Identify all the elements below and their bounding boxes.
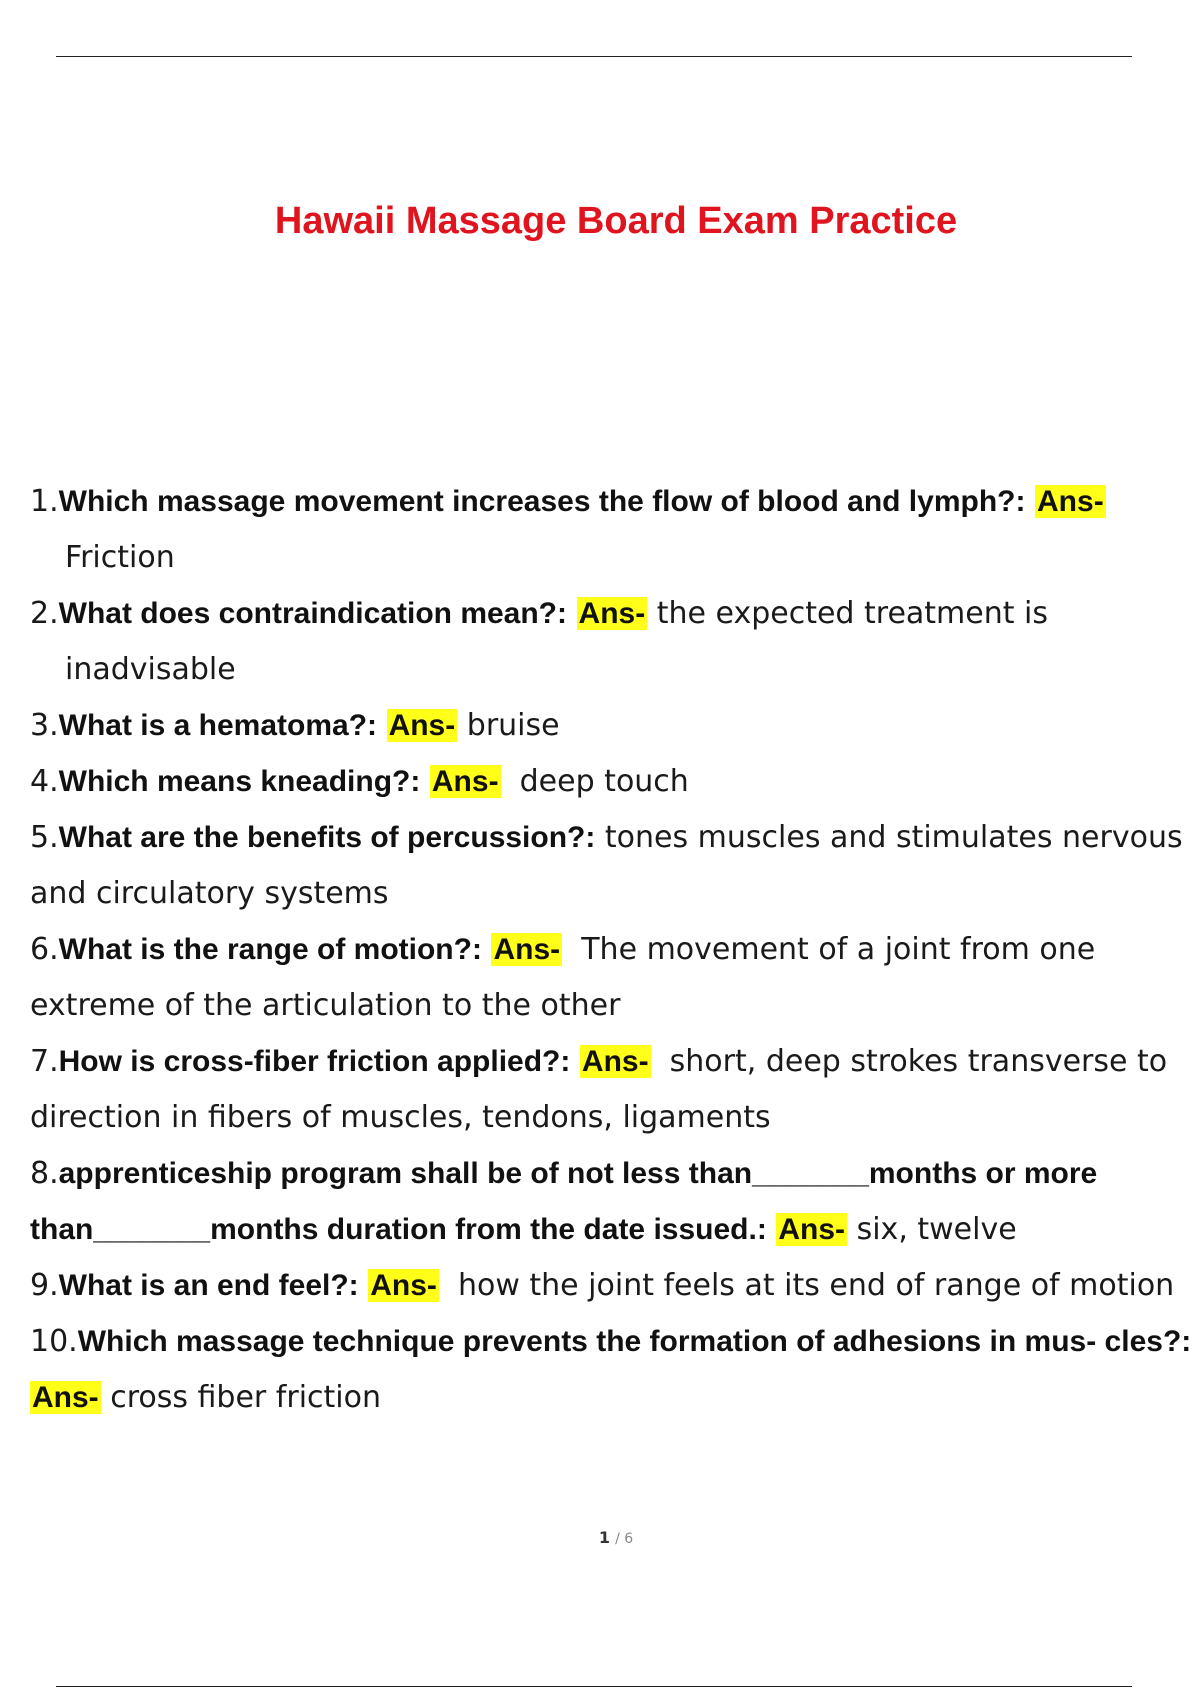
answer-text: short, deep strokes transverse to direction in fibers of muscles, tendons, ligaments (30, 1044, 1168, 1135)
answer-text: tones muscles and stimulates nervous and circulatory systems (30, 820, 1183, 911)
current-page: 1 (598, 1528, 610, 1547)
answer-marker: Ans- (388, 709, 456, 742)
answer-marker: Ans- (370, 1269, 437, 1302)
document-title: Hawaii Massage Board Exam Practice (274, 200, 958, 242)
answer-text: cross fiber friction (110, 1380, 381, 1415)
answer-marker: Ans- (1037, 485, 1104, 518)
question-text: Which massage movement increases the flow of blood and lymph?: (58, 485, 1026, 518)
list-item (30, 1258, 1196, 1314)
answer-marker: Ans- (32, 1381, 99, 1414)
list-item (30, 922, 1196, 1034)
answer-marker: Ans- (778, 1213, 846, 1246)
list-item (30, 1034, 1196, 1146)
answer-text: bruise (466, 708, 560, 743)
question-text: What is a hematoma?: (58, 709, 378, 742)
answer-text: The movement of a joint from one extreme of the articulation to the other (30, 932, 1096, 1023)
item-number: 8. (30, 1156, 59, 1191)
item-number: 7. (30, 1044, 59, 1079)
question-list (30, 474, 1196, 1426)
answer-marker: Ans- (581, 1045, 649, 1078)
total-pages: / 6 (615, 1531, 634, 1547)
list-item (30, 754, 1196, 810)
answer-text: Friction (65, 540, 175, 575)
item-number: 5. (30, 820, 59, 855)
answer-text: deep touch (519, 764, 689, 799)
list-item (30, 586, 1196, 698)
question-text: Which massage technique prevents the formation of adhesions in mus- cles?: (77, 1325, 1192, 1358)
question-text: What is the range of motion?: (58, 933, 482, 966)
item-number: 4. (30, 764, 59, 799)
item-number: 10. (30, 1324, 78, 1359)
item-number: 3. (30, 708, 59, 743)
item-number: 2. (30, 596, 59, 631)
question-text: What is an end feel?: (58, 1269, 359, 1302)
question-text: How is cross-fiber friction applied?: (58, 1045, 571, 1078)
answer-marker: Ans- (493, 933, 561, 966)
page-number (0, 1528, 1200, 1547)
item-number: 1. (30, 484, 59, 519)
top-rule (56, 56, 1132, 57)
question-text: apprenticeship program shall be of not less than_______months or more than_______months duration from the date issued.: (30, 1157, 1098, 1246)
list-item (30, 1146, 1196, 1258)
answer-marker: Ans- (578, 597, 646, 630)
list-item (30, 474, 1196, 586)
answer-text: the expected treatment is inadvisable (65, 596, 1049, 687)
list-item (30, 698, 1196, 754)
question-text: Which means kneading?: (58, 765, 421, 798)
answer-text: six, twelve (856, 1212, 1017, 1247)
bottom-rule (56, 1686, 1132, 1687)
question-text: What does contraindication mean?: (58, 597, 567, 630)
list-item (30, 810, 1196, 922)
question-text: What are the benefits of percussion?: (58, 821, 596, 854)
answer-text: how the joint feels at its end of range of motion (457, 1268, 1175, 1303)
answer-marker: Ans- (431, 765, 499, 798)
item-number: 6. (30, 932, 59, 967)
list-item (30, 1314, 1196, 1426)
item-number: 9. (30, 1268, 59, 1303)
